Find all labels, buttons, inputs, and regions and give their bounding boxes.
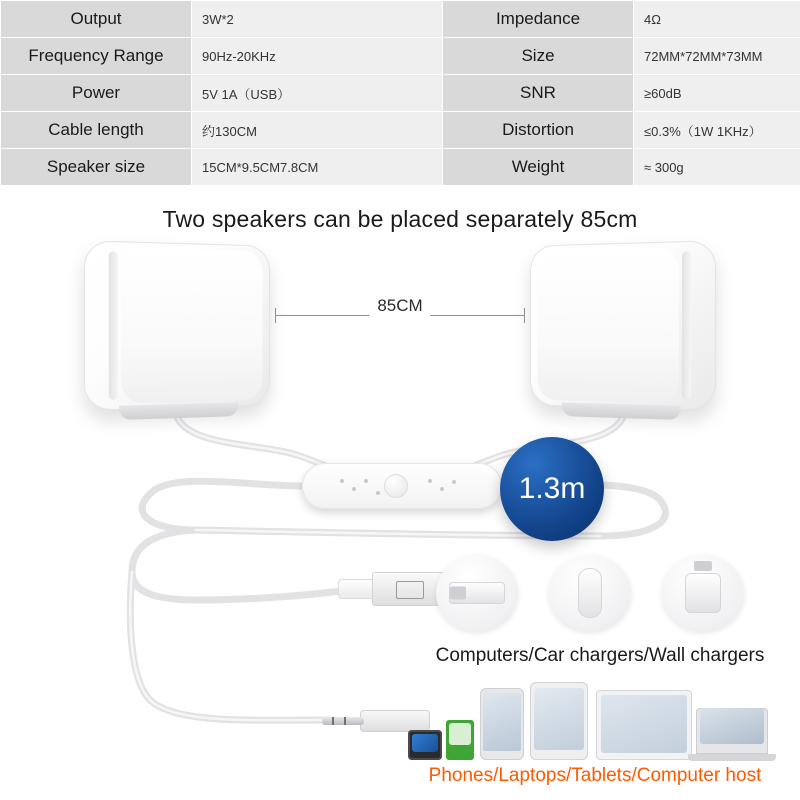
spec-label-speaker-size: Speaker size [1, 149, 192, 186]
jack-pin [322, 717, 364, 725]
control-dot [376, 491, 380, 495]
device-screen [449, 723, 471, 745]
table-row [1, 1, 800, 38]
speaker-left-edge [109, 251, 118, 400]
specification-table [0, 0, 800, 186]
wall-charger-prongs-icon [694, 561, 712, 571]
wall-charger-icon [685, 573, 721, 613]
spec-label-weight: Weight [443, 149, 634, 186]
spec-value-cable-length: 约130CM [192, 112, 443, 149]
usb-plug [330, 572, 450, 606]
device-screen [601, 695, 687, 753]
spec-value-size: 72MM*72MM*73MM [634, 38, 800, 75]
thumbnail-wall-charger [662, 555, 744, 631]
device-screen [412, 734, 438, 752]
spec-value-impedance: 4Ω [634, 1, 800, 38]
spec-value-power: 5V 1A（USB） [192, 75, 443, 112]
control-dot [452, 480, 456, 484]
speaker-left [84, 240, 270, 411]
dimension-cap-right [524, 308, 525, 323]
thumbnail-car-charger [549, 555, 631, 631]
device-screen [483, 693, 521, 751]
devices-caption: Phones/Laptops/Tablets/Computer host [428, 765, 762, 786]
table-row [1, 112, 800, 149]
spec-label-snr: SNR [443, 75, 634, 112]
control-dot [364, 479, 368, 483]
table-row [1, 75, 800, 112]
separation-label: 85CM [369, 296, 430, 316]
control-dot [340, 479, 344, 483]
spec-value-distortion: ≤0.3%（1W 1KHz） [634, 112, 800, 149]
spec-label-frequency-range: Frequency Range [1, 38, 192, 75]
speaker-right [530, 240, 716, 411]
spec-value-snr: ≥60dB [634, 75, 800, 112]
adapters-caption: Computers/Car chargers/Wall chargers [435, 645, 765, 666]
control-dot [428, 479, 432, 483]
separation-dimension [275, 296, 525, 322]
table-row [1, 38, 800, 75]
device-screen [534, 688, 584, 750]
control-dot [440, 487, 444, 491]
spec-label-distortion: Distortion [443, 112, 634, 149]
spec-label-cable-length: Cable length [1, 112, 192, 149]
spec-value-speaker-size: 15CM*9.5CM7.8CM [192, 149, 443, 186]
jack-band [344, 717, 346, 725]
speaker-left-face [121, 247, 263, 403]
control-dot [352, 487, 356, 491]
laptop-base [688, 754, 776, 761]
device-mp3-player [408, 730, 442, 760]
volume-knob [384, 474, 408, 498]
speaker-right-edge [682, 251, 691, 400]
spec-value-frequency-range: 90Hz-20KHz [192, 38, 443, 75]
speaker-right-face [537, 247, 679, 403]
cable-length-badge: 1.3m [500, 437, 604, 541]
device-screen [700, 708, 764, 744]
device-phone [480, 688, 524, 760]
device-portable-player [446, 720, 474, 760]
illustration-headline: Two speakers can be placed separately 85cm [162, 206, 638, 232]
device-tablet [596, 690, 692, 760]
thumbnail-computer-port [436, 555, 518, 631]
laptop-lid [696, 708, 768, 754]
adapter-thumbnails [436, 555, 746, 635]
device-laptop [696, 704, 772, 760]
spec-value-output: 3W*2 [192, 1, 443, 38]
spec-label-size: Size [443, 38, 634, 75]
jack-band [332, 717, 334, 725]
product-illustration [0, 180, 800, 800]
spec-label-power: Power [1, 75, 192, 112]
device-small-tablet [530, 682, 588, 760]
car-charger-icon [578, 568, 602, 618]
dimension-cap-left [275, 308, 276, 323]
usb-symbol-icon [396, 581, 424, 599]
spec-label-output: Output [1, 1, 192, 38]
spec-label-impedance: Impedance [443, 1, 634, 38]
usb-socket-icon [450, 587, 466, 600]
inline-volume-control [302, 463, 502, 509]
spec-value-weight: ≈ 300g [634, 149, 800, 186]
compatible-devices [400, 680, 772, 762]
